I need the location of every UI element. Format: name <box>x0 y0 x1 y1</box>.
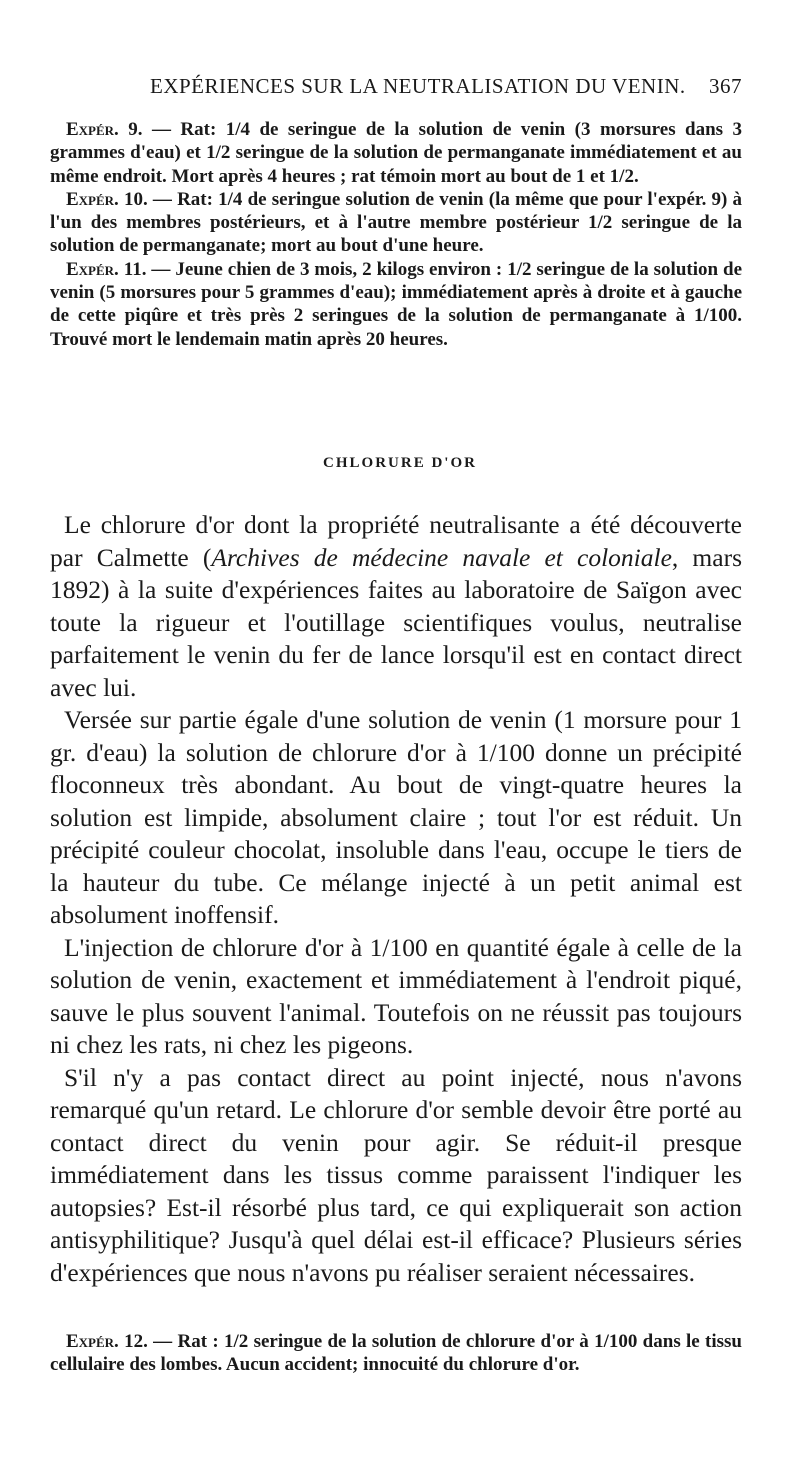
paragraph-1 <box>50 509 742 704</box>
experiment-text: — Jeune chien de 3 mois, 2 kilogs environ : 1/2 seringue de la solution de venin (5 morsures pour 5 grammes d'eau); immédiatement après à droite et à gauche de cette piqûre et très près 2 seringues de la solution de permanganate à 1/100. Trouvé mort le lendemain matin après 20 heures. <box>50 258 743 350</box>
experiment-label: Expér. 9. <box>66 119 143 140</box>
experiment-9 <box>50 118 742 188</box>
experiment-text: — Rat: 1/4 de seringue solution de venin (la même que pour l'expér. 9) à l'un des membres postérieurs, et à l'autre membre postérieur 1/2 seringue de la solution de permanganate; mort au bout d'une heure. <box>50 188 742 257</box>
paragraph-3: L'injection de chlorure d'or à 1/100 en quantité égale à celle de la solution de venin, exactement et immédiatement à l'endroit piqué, sauve le plus souvent l'animal. Toutefois on ne réussit pas toujours ni chez les rats, ni chez les pigeons. <box>50 932 742 1059</box>
experiment-label: Expér. 10. <box>66 188 148 210</box>
section-heading: CHLORURE D'OR <box>323 455 477 471</box>
paragraph-2: Versée sur partie égale d'une solution de venin (1 morsure pour 1 gr. d'eau) la solution de chlorure d'or à 1/100 donne un précipité floconneux très abondant. Au bout de vingt-quatre heures la solution est limpide, absolument claire ; tout l'or est réduit. Un précipité couleur chocolat, insoluble dans l'eau, occupe le tiers de la hauteur du tube. Ce mélange injecté à un petit animal est absolument inoffensif. <box>50 705 742 929</box>
paragraph-text: Le chlorure d'or dont la propriété neutralisante a été découverte par Calmette ( <box>50 510 742 572</box>
journal-title: Archives de médecine navale et coloniale <box>211 542 672 572</box>
experiment-text: — Rat : 1/2 seringue de la solution de chlorure d'or à 1/100 dans le tissu cellulaire des lombes. Aucun accident; innocuité du chlorure d'or. <box>50 1331 742 1376</box>
experiment-11 <box>50 258 742 351</box>
experiment-10 <box>50 188 742 258</box>
experiment-text: — Rat: 1/4 de seringue de la solution de venin (3 morsures dans 3 grammes d'eau) et 1/2 seringue de la solution de permanganate immédiatement et au même endroit. Mort après 4 heures ; rat témoin mort au bout de 1 et 1/2. <box>50 119 743 187</box>
page-number: 367 <box>709 74 742 98</box>
main-body <box>50 509 742 1289</box>
experiment-12 <box>50 1330 742 1377</box>
paragraph-text: , mars 1892) à la suite d'expériences faites au laboratoire de Saïgon avec toute la rigueur et l'outillage scientifiques voulus, neutralise parfaitement le venin du fer de lance lorsqu'il est en contact direct avec lui. <box>50 542 742 702</box>
experiments-block <box>50 118 742 351</box>
experiment-label: Expér. 12. <box>66 1331 148 1352</box>
paragraph-4: S'il n'y a pas contact direct au point injecté, nous n'avons remarqué qu'un retard. Le chlorure d'or semble devoir être porté au contact direct du venin pour agir. Se réduit-il presque immédiatement dans les tissus comme paraissent l'indiquer les autopsies? Est-il résorbé plus tard, ce qui expliquerait son action antisyphilitique? Jusqu'à quel délai est-il efficace? Plusieurs séries d'expériences que nous n'avons pu réaliser seraient nécessaires. <box>50 1062 742 1287</box>
experiment-label: Expér. 11. <box>66 258 147 280</box>
experiment-12-block <box>50 1330 742 1377</box>
running-head-title: EXPÉRIENCES SUR LA NEUTRALISATION DU VENIN. <box>150 74 686 98</box>
